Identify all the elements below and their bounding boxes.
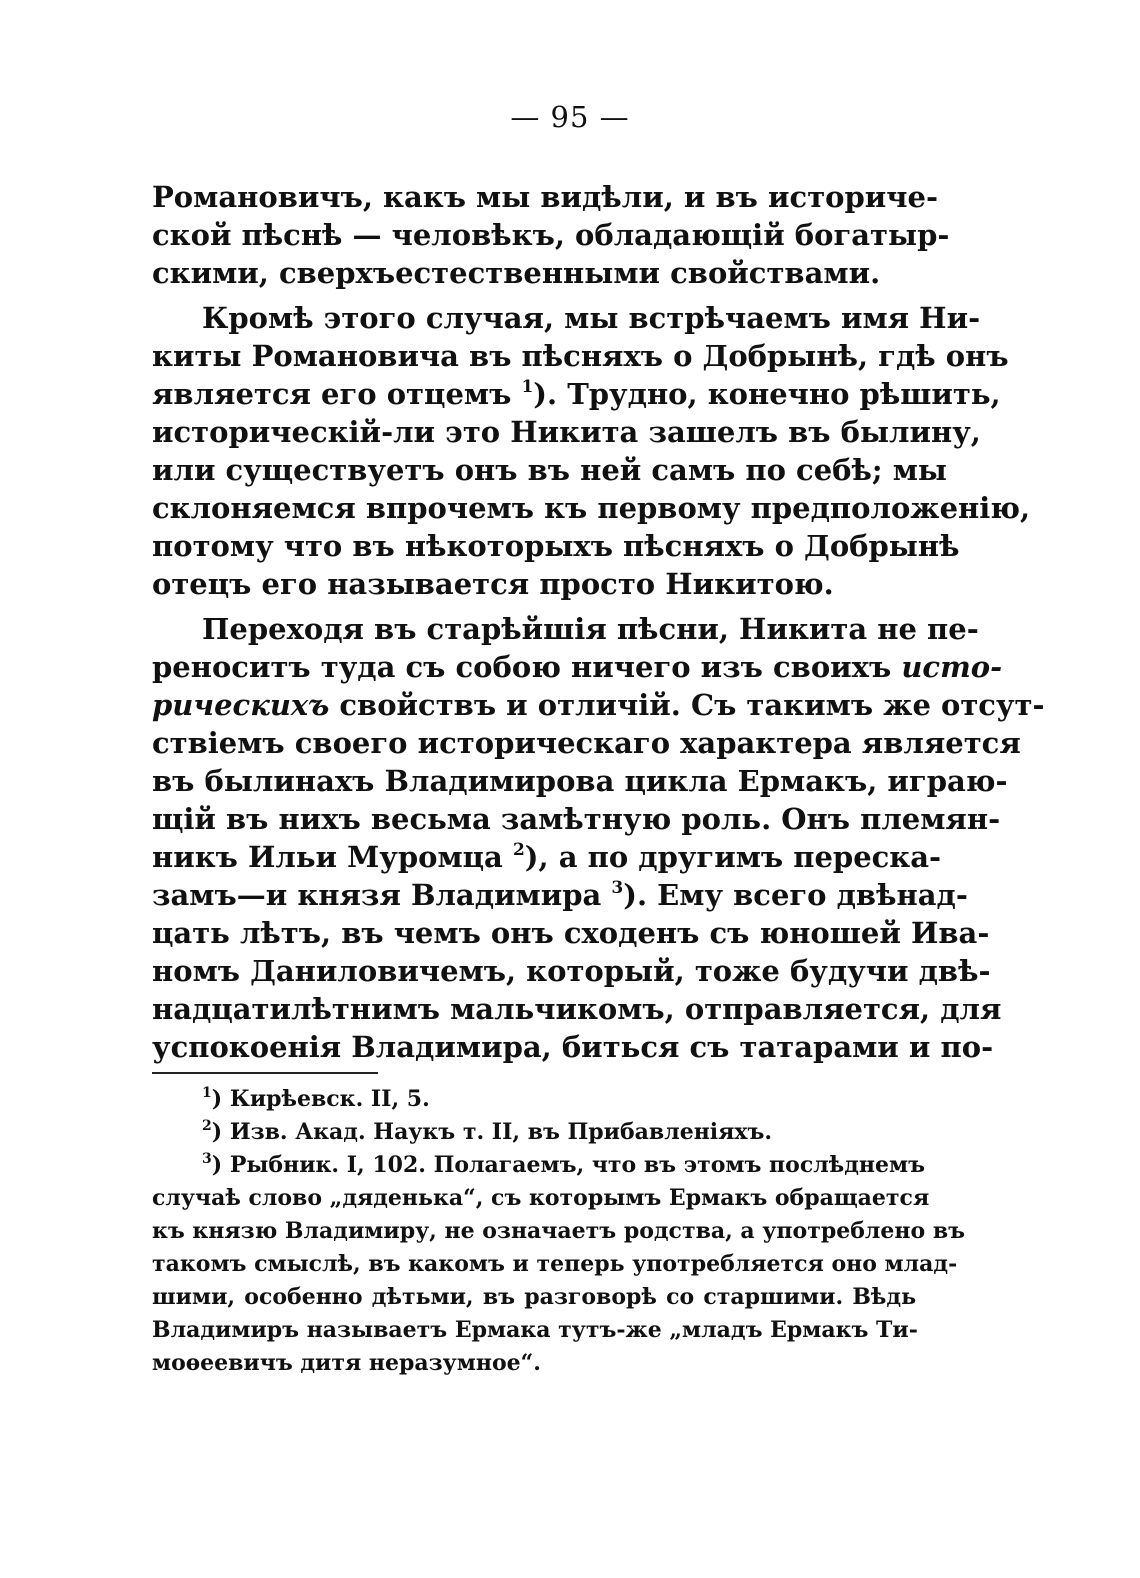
text-line: ской пѣснѣ — человѣкъ, обладающій богатыр- [152, 218, 950, 252]
text-line: Романовичъ, какъ мы видѣли, и въ историче- [152, 180, 939, 214]
text-span: свойствъ и отличій. Съ такимъ же отсут- [329, 688, 1045, 722]
text-line: потому что въ нѣкоторыхъ пѣсняхъ о Добрынѣ [152, 529, 960, 563]
italic-text: исто- [901, 650, 1003, 684]
text-line: ствіемъ своего историческаго характера является [152, 726, 1021, 760]
text-span: является его отцемъ [152, 377, 522, 411]
footnote-text: ) Рыбник. I, 102. Полагаемъ, что въ этомъ послѣднемъ [211, 1152, 925, 1178]
footnote-divider [152, 1072, 378, 1074]
text-span: ). Ему всего двѣнад- [623, 878, 968, 912]
text-line [152, 648, 1003, 686]
italic-text: рическихъ [152, 688, 330, 722]
text-span: ), а по другимъ переска- [524, 840, 942, 874]
footnote-ref[interactable]: 3 [611, 878, 624, 898]
footnote-1 [152, 1083, 916, 1116]
text-line: скими, сверхъестественными свойствами. [152, 256, 881, 290]
footnote-ref[interactable]: 2 [512, 840, 525, 860]
text-span: реноситъ туда съ собою ничего изъ своихъ [152, 650, 902, 684]
text-line: склоняемся впрочемъ къ первому предположенію, [152, 491, 1031, 525]
text-line: цать лѣтъ, въ чемъ онъ сходенъ съ юношей Ива- [152, 916, 990, 950]
text-line: успокоенія Владимира, биться съ татарами и по- [152, 1030, 994, 1064]
footnote-text: ) Кирѣевск. II, 5. [211, 1086, 430, 1112]
footnote-line: къ князю Владимиру, не означаетъ родства, а употреблено въ [152, 1218, 966, 1244]
text-span: никъ Ильи Муромца [152, 840, 513, 874]
text-line: киты Романовича въ пѣсняхъ о Добрынѣ, гдѣ онъ [152, 339, 1009, 373]
footnote-3 [152, 1149, 925, 1182]
footnote-line: случаѣ слово „дяденька“, съ которымъ Ермакъ обращается [152, 1185, 930, 1211]
footnotes [152, 1083, 966, 1380]
footnote-line: моѳеевичъ дитя неразумное“. [152, 1350, 541, 1376]
text-line [152, 876, 968, 914]
text-line: историческій-ли это Никита зашелъ въ былину, [152, 415, 981, 449]
text-line [152, 838, 942, 876]
footnote-mark: 1 [202, 1085, 212, 1101]
text-line [152, 375, 1001, 413]
footnote-2 [152, 1116, 916, 1149]
footnote-mark: 2 [202, 1118, 212, 1134]
text-line: Кромѣ этого случая, мы встрѣчаемъ имя Ни- [202, 301, 981, 335]
main-text [152, 178, 1045, 1066]
text-span: ). Трудно, конечно рѣшить, [533, 377, 1001, 411]
text-line: въ былинахъ Владимирова цикла Ермакъ, играю- [152, 764, 1008, 798]
text-span: замъ—и князя Владимира [152, 878, 612, 912]
text-line: Переходя въ старѣйшія пѣсни, Никита не пе- [202, 612, 979, 646]
text-line: щій въ нихъ весьма замѣтную роль. Онъ племян- [152, 802, 1001, 836]
text-line: надцатилѣтнимъ мальчикомъ, отправляется, для [152, 992, 1002, 1026]
footnote-mark: 3 [202, 1151, 212, 1167]
footnote-line: Владимиръ называетъ Ермака тутъ-же „младъ Ермакъ Ти- [152, 1317, 918, 1343]
text-line: номъ Даниловичемъ, который, тоже будучи двѣ- [152, 954, 991, 988]
footnote-line: шими, особенно дѣтьми, въ разговорѣ со старшими. Вѣдь [152, 1284, 916, 1310]
text-line [152, 686, 1045, 724]
text-line: отецъ его называется просто Никитою. [152, 567, 834, 601]
page-number: — 95 — [510, 100, 630, 134]
text-line: или существуетъ онъ въ ней самъ по себѣ; мы [152, 453, 947, 487]
footnote-text: ) Изв. Акад. Наукъ т. II, въ Прибавленіяхъ. [211, 1119, 773, 1145]
footnote-line: такомъ смыслѣ, въ какомъ и теперь употребляется оно млад- [152, 1251, 958, 1277]
footnote-ref[interactable]: 1 [521, 377, 534, 397]
